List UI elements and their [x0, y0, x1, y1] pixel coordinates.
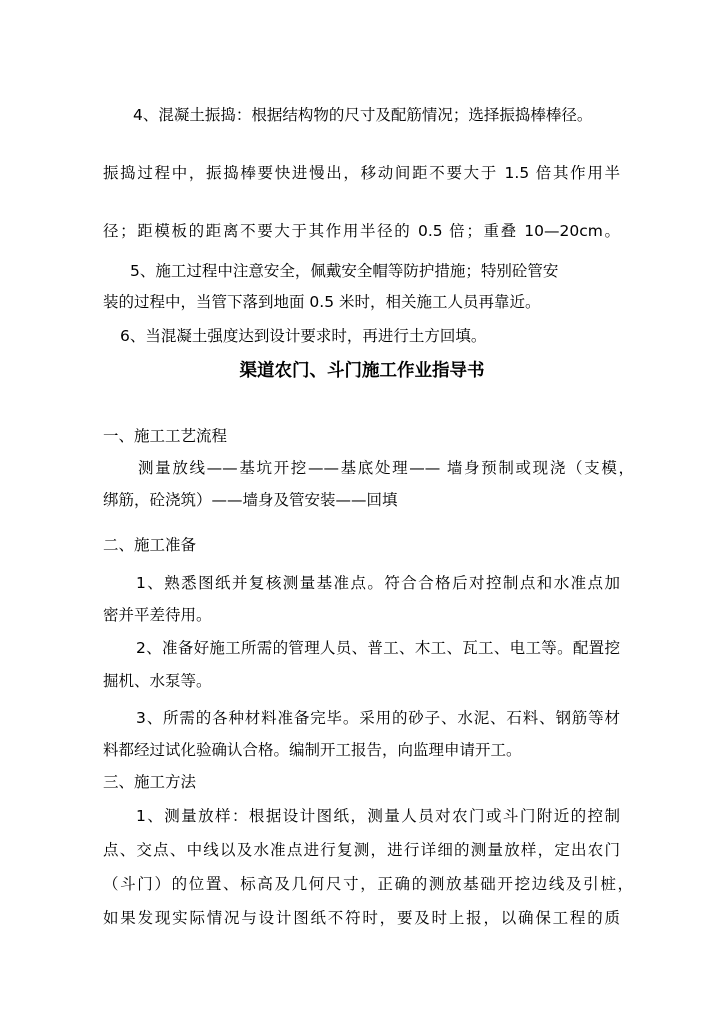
paragraph-line: 2、准备好施工所需的管理人员、普工、木工、瓦工、电工等。配置挖 [136, 639, 620, 657]
paragraph-line: 1、熟悉图纸并复核测量基准点。符合合格后对控制点和水准点加 [136, 574, 620, 592]
paragraph-line: 3、所需的各种材料准备完毕。采用的砂子、水泥、石料、钢筋等材 [136, 709, 620, 727]
paragraph-line: 绑筋，砼浇筑）——墙身及管安装——回填 [103, 491, 398, 509]
section-heading: 一、施工工艺流程 [103, 427, 228, 445]
paragraph-line: 振捣过程中，振捣棒要快进慢出，移动间距不要大于 1.5 倍其作用半 [103, 164, 620, 182]
paragraph-line: 6、当混凝土强度达到设计要求时，再进行土方回填。 [120, 327, 487, 345]
paragraph-line: 1、测量放样：根据设计图纸，测量人员对农门或斗门附近的控制 [136, 807, 620, 825]
paragraph-line: 点、交点、中线以及水准点进行复测，进行详细的测量放样，定出农门 [103, 841, 620, 859]
paragraph-line: 如果发现实际情况与设计图纸不符时，要及时上报，以确保工程的质 [103, 909, 620, 927]
document-title: 渠道农门、斗门施工作业指导书 [239, 361, 485, 381]
paragraph-line: 4、混凝土振捣：根据结构物的尺寸及配筋情况；选择振捣棒棒径。 [133, 106, 593, 124]
paragraph-line: 装的过程中，当管下落到地面 0.5 米时，相关施工人员再靠近。 [103, 293, 541, 311]
paragraph-line: 测量放线——基坑开挖——基底处理—— 墙身预制或现浇（支模， [138, 459, 634, 477]
section-heading: 三、施工方法 [103, 773, 197, 791]
paragraph-line: 掘机、水泵等。 [103, 672, 212, 690]
paragraph-line: 径；距模板的距离不要大于其作用半径的 0.5 倍；重叠 10—20cm。 [103, 222, 620, 240]
paragraph-line: 料都经过试化验确认合格。编制开工报告，向监理申请开工。 [103, 741, 522, 759]
section-heading: 二、施工准备 [103, 536, 197, 554]
paragraph-line: 5、施工过程中注意安全，佩戴安全帽等防护措施；特别砼管安 [130, 262, 559, 280]
paragraph-line: （斗门）的位置、标高及几何尺寸，正确的测放基础开挖边线及引桩， [103, 875, 633, 893]
paragraph-line: 密并平差待用。 [103, 606, 212, 624]
